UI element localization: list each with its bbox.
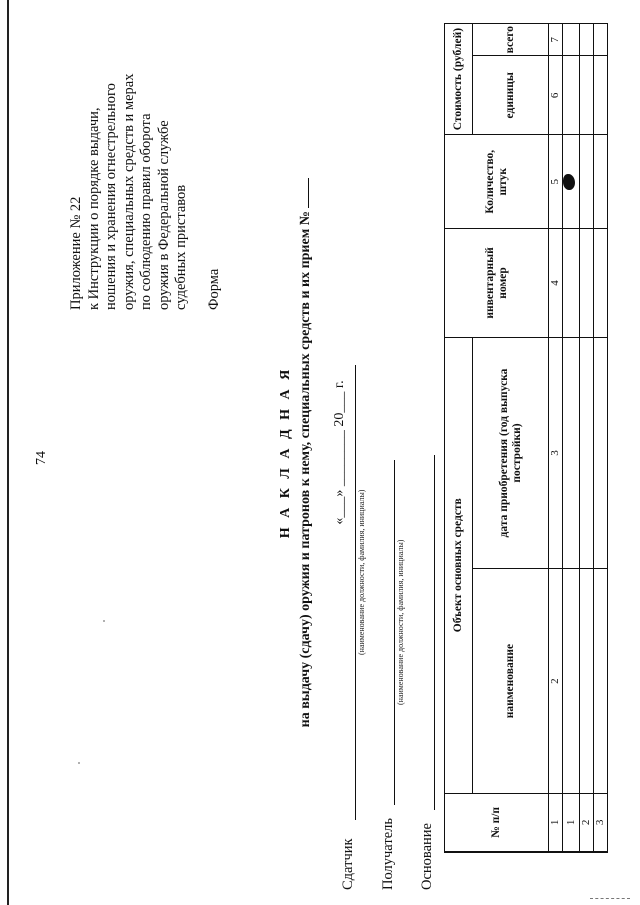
table-cell[interactable] [594, 337, 608, 569]
column-number: 3 [549, 337, 563, 569]
header-name: наименование [473, 569, 549, 793]
column-number: 5 [549, 135, 563, 229]
table-cell[interactable] [594, 56, 608, 135]
page-number: 74 [34, 451, 49, 465]
appendix-line: оружия, специальных средств и мерах [120, 73, 137, 310]
table-cell[interactable] [594, 24, 608, 56]
sender-caption: (наименование должности, фамилия, инициалы) [357, 489, 366, 655]
column-number: 4 [549, 229, 563, 337]
table-cell[interactable] [594, 135, 608, 229]
column-number: 6 [549, 56, 563, 135]
header-cost-group: Стоимость (рублей) [445, 24, 473, 135]
receiver-label: Получатель [380, 818, 396, 890]
appendix-line: Приложение № 22 [68, 196, 84, 310]
appendix-block [68, 50, 191, 310]
appendix-line: судебных приставов [173, 184, 189, 310]
appendix-line: к Инструкции о порядке выдачи, [85, 107, 102, 310]
header-date: дата приобретения (год выпуска постройки) [473, 337, 549, 569]
table-cell[interactable] [563, 135, 580, 229]
form-label: Форма [206, 268, 222, 310]
table-cell[interactable] [580, 229, 594, 337]
receiver-caption: (наименование должности, фамилия, инициалы) [396, 539, 405, 705]
table-cell[interactable] [580, 24, 594, 56]
basis-label: Основание [419, 823, 435, 890]
document-date: «___» ________ 20___ г. [332, 380, 347, 525]
table-cell[interactable] [580, 569, 594, 793]
appendix-line: ношения и хранения огнестрельного [103, 83, 119, 310]
invoice-table [444, 23, 608, 853]
header-object-group: Объект основных средств [445, 337, 473, 793]
document-subtitle [296, 0, 314, 905]
table-cell[interactable] [563, 229, 580, 337]
appendix-line: по соблюдению правил оборота [138, 113, 154, 310]
number-blank[interactable] [296, 178, 309, 208]
sender-field[interactable] [337, 365, 356, 820]
header-unit: единицы [473, 56, 549, 135]
row-number: 2 [580, 793, 594, 852]
header-inventory: инвентарный номер [445, 229, 549, 337]
table-cell[interactable] [594, 229, 608, 337]
row-number: 3 [594, 793, 608, 852]
basis-field[interactable] [414, 455, 435, 810]
table-cell[interactable] [563, 24, 580, 56]
column-number: 2 [549, 569, 563, 793]
column-number: 1 [549, 793, 563, 852]
receiver-field[interactable] [374, 460, 395, 805]
table-cell[interactable] [580, 337, 594, 569]
header-num: № п/п [445, 793, 549, 852]
header-quantity: Количество, штук [445, 135, 549, 229]
table-cell[interactable] [563, 56, 580, 135]
subtitle-text: на выдачу (сдачу) оружия и патронов к нему, специальных средств и их прием № [298, 211, 313, 728]
table-cell[interactable] [580, 135, 594, 229]
appendix-line: оружия в Федеральной службе [155, 120, 172, 310]
ink-blot [563, 174, 575, 190]
column-number: 7 [549, 24, 563, 56]
table-cell[interactable] [563, 337, 580, 569]
row-number: 1 [563, 793, 580, 852]
table-cell[interactable] [594, 569, 608, 793]
sender-label: Сдатчик [340, 838, 356, 890]
table-cell[interactable] [563, 569, 580, 793]
header-total: всего [473, 24, 549, 56]
table-cell[interactable] [580, 56, 594, 135]
document-heading: Н А К Л А Д Н А Я [278, 366, 293, 539]
